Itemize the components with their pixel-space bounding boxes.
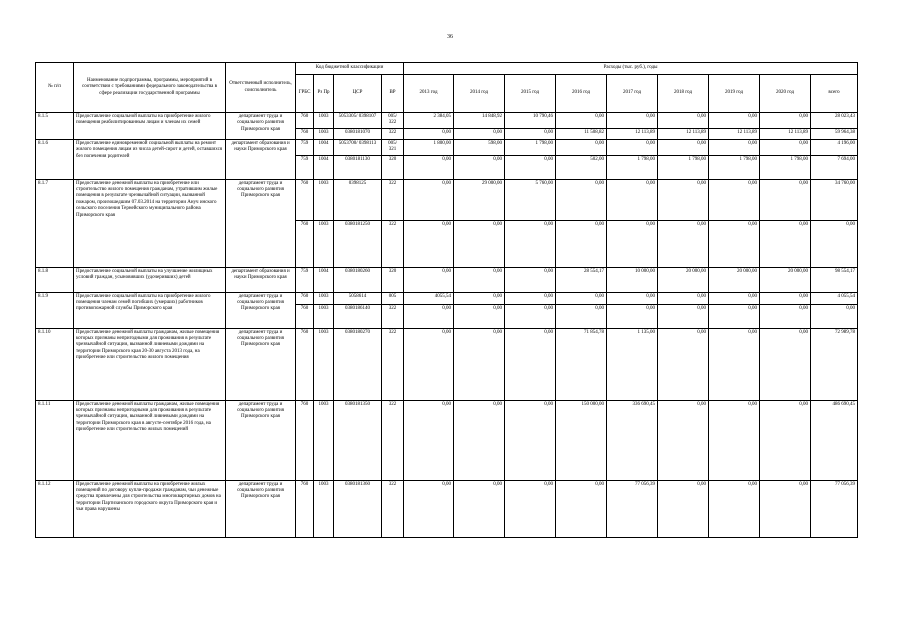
cell-year-2019: 0,00 [709, 139, 760, 155]
cell-csr: 0398125 [334, 179, 382, 220]
header-vr: ВР [382, 75, 404, 113]
row-number: 8.1.5 [36, 113, 74, 140]
cell-rzpr: 1003 [314, 304, 334, 328]
row-name: Предоставление денежной выплаты гражданам, жилые помещения которых признаны непригодными для проживания в результате чрезвычайной ситуации, вызванной ливневыми дождями на территории Приморского края 20-30 августа 2013 года, на приобретение или строительство жилого помещения [74, 328, 226, 400]
table-row [36, 113, 858, 129]
cell-year-2017: 0,00 [607, 113, 658, 129]
cell-year-2017: 0,00 [607, 220, 658, 267]
header-year-2018: 2018 год [658, 75, 709, 113]
cell-year-2018: 0,00 [658, 113, 709, 129]
row-number: 8.1.11 [36, 400, 74, 480]
cell-year-2013: 0,00 [404, 128, 454, 139]
row-number: 8.1.6 [36, 139, 74, 179]
cell-rzpr: 1003 [314, 220, 334, 267]
cell-year-2014: 598,00 [454, 139, 505, 155]
cell-rzpr: 1003 [314, 400, 334, 480]
cell-year-2016: 11 508,82 [556, 128, 607, 139]
cell-year-2018: 1 798,00 [658, 155, 709, 179]
cell-year-2015: 0,00 [505, 292, 556, 304]
row-name: Предоставление социальной выплаты на приобретение жилого помещения членам семей погибших (умерших) работников противопожарной службы Приморского края [74, 292, 226, 328]
cell-year-2013: 0,00 [404, 304, 454, 328]
cell-year-2020: 20 000,00 [760, 267, 811, 292]
cell-year-2013: 0,00 [404, 267, 454, 292]
cell-year-2018: 12 113,89 [658, 128, 709, 139]
cell-year-2014: 0,00 [454, 267, 505, 292]
table-row [36, 139, 858, 155]
row-number: 8.1.8 [36, 267, 74, 292]
cell-year-2015: 1 798,00 [505, 139, 556, 155]
cell-year-2020: 0,00 [760, 328, 811, 400]
cell-rzpr: 1004 [314, 267, 334, 292]
cell-year-2014: 0,00 [454, 220, 505, 267]
header-budget-code: Код бюджетной классификации [296, 63, 404, 75]
cell-year-2017: 1 135,00 [607, 328, 658, 400]
cell-year-2014: 0,00 [454, 328, 505, 400]
cell-year-2019: 12 113,89 [709, 128, 760, 139]
cell-year-2015: 0,00 [505, 220, 556, 267]
cell-grbs: 760 [296, 220, 314, 267]
cell-year-2016: 502,00 [556, 155, 607, 179]
cell-year-2015: 0,00 [505, 267, 556, 292]
cell-csr: 0380180260 [334, 267, 382, 292]
cell-year-2015: 10 790,46 [505, 113, 556, 129]
cell-year-2017: 12 113,89 [607, 128, 658, 139]
cell-year-2017: 0,00 [607, 179, 658, 220]
cell-year-2013: 4055,54 [404, 292, 454, 304]
cell-year-2016: 28 554,17 [556, 267, 607, 292]
expenses-table [35, 62, 858, 538]
row-executor: департамент труда и социального развития Приморского края [226, 292, 296, 328]
cell-year-2016: 0,00 [556, 304, 607, 328]
header-num: № п/п [36, 63, 74, 113]
row-name: Предоставление денежной выплаты на приобретение или строительство жилого помещения гражданам, утратившим жилые помещения в результате чрезвычайной ситуации, вызванной пожаром, произошедшим 07.03.2014 на территории Ануч инского сельского поселения Тернейского муниципального района Приморского края [74, 179, 226, 267]
cell-year-2019: 0,00 [709, 113, 760, 129]
cell-year-2019: 0,00 [709, 328, 760, 400]
cell-grbs: 760 [296, 328, 314, 400]
cell-year-2018: 0,00 [658, 139, 709, 155]
cell-year-2016: 0,00 [556, 139, 607, 155]
table-row [36, 179, 858, 220]
cell-year-2019: 0,00 [709, 480, 760, 537]
cell-year-2017: 0,00 [607, 292, 658, 304]
cell-vr: 322 [382, 304, 404, 328]
cell-vr: 322 [382, 400, 404, 480]
cell-year-2015: 5 760,00 [505, 179, 556, 220]
cell-rzpr: 1003 [314, 328, 334, 400]
header-year-2015: 2015 год [505, 75, 556, 113]
row-name: Предоставление социальной выплаты на приобретение жилого помещения реабилитированным лицам и членам их семей [74, 113, 226, 140]
cell-year-2020: 0,00 [760, 400, 811, 480]
cell-year-2013: 1 800,00 [404, 139, 454, 155]
cell-year-2013: 0,00 [404, 328, 454, 400]
cell-year-2020: 1 798,00 [760, 155, 811, 179]
cell-year-2018: 0,00 [658, 292, 709, 304]
page-number: 36 [447, 34, 453, 40]
cell-year-2016: 0,00 [556, 179, 607, 220]
cell-year-2019: 0,00 [709, 400, 760, 480]
cell-year-2020: 12 113,89 [760, 128, 811, 139]
cell-year-2017: 0,00 [607, 139, 658, 155]
row-executor: департамент труда и социального развития Приморского края [226, 480, 296, 537]
cell-year-2018: 0,00 [658, 328, 709, 400]
cell-year-2019: 0,00 [709, 220, 760, 267]
table-row [36, 328, 858, 400]
row-number: 8.1.9 [36, 292, 74, 328]
cell-year-2015: 0,00 [505, 304, 556, 328]
cell-vr: 322 [382, 480, 404, 537]
cell-csr: 0380186140 [334, 304, 382, 328]
cell-year-2018: 0,00 [658, 179, 709, 220]
header-csr: ЦСР [334, 75, 382, 113]
table-row [36, 400, 858, 480]
cell-csr: 0380181130 [334, 155, 382, 179]
cell-total: 4 196,00 [811, 139, 858, 155]
cell-year-2014: 0,00 [454, 128, 505, 139]
cell-year-2018: 0,00 [658, 220, 709, 267]
cell-year-2013: 2 384,05 [404, 113, 454, 129]
cell-year-2013: 0,00 [404, 155, 454, 179]
cell-grbs: 760 [296, 128, 314, 139]
table-row [36, 292, 858, 304]
cell-total: 7 694,00 [811, 155, 858, 179]
cell-year-2013: 0,00 [404, 400, 454, 480]
row-number: 8.1.7 [36, 179, 74, 267]
cell-year-2016: 71 854,78 [556, 328, 607, 400]
cell-year-2020: 0,00 [760, 139, 811, 155]
cell-grbs: 760 [296, 400, 314, 480]
cell-year-2014: 0,00 [454, 292, 505, 304]
cell-year-2020: 0,00 [760, 179, 811, 220]
cell-vr: 005 [382, 292, 404, 304]
cell-vr: 005/ 322 [382, 113, 404, 129]
cell-year-2015: 0,00 [505, 328, 556, 400]
cell-rzpr: 1003 [314, 292, 334, 304]
cell-year-2013: 0,00 [404, 220, 454, 267]
cell-csr: 0380181350 [334, 400, 382, 480]
cell-total: 77 056,39 [811, 480, 858, 537]
cell-year-2016: 0,00 [556, 292, 607, 304]
cell-csr: 0380181360 [334, 480, 382, 537]
cell-year-2015: 0,00 [505, 480, 556, 537]
cell-year-2017: 0,00 [607, 304, 658, 328]
cell-rzpr: 1003 [314, 113, 334, 129]
cell-total: 486 690,45 [811, 400, 858, 480]
row-executor: департамент труда и социального развития Приморского края [226, 328, 296, 400]
cell-year-2016: 0,00 [556, 220, 607, 267]
cell-total: 4 055,54 [811, 292, 858, 304]
cell-csr: 0380180270 [334, 328, 382, 400]
cell-total: 34 760,00 [811, 179, 858, 220]
cell-grbs: 760 [296, 179, 314, 220]
cell-year-2019: 0,00 [709, 179, 760, 220]
cell-vr: 320 [382, 267, 404, 292]
cell-year-2015: 0,00 [505, 155, 556, 179]
cell-vr: 005/ 321 [382, 139, 404, 155]
cell-year-2019: 1 798,00 [709, 155, 760, 179]
cell-year-2017: 77 056,39 [607, 480, 658, 537]
header-expenses: Расходы (тыс. руб.), годы [404, 63, 858, 75]
cell-year-2018: 0,00 [658, 480, 709, 537]
cell-year-2020: 0,00 [760, 292, 811, 304]
cell-year-2018: 0,00 [658, 304, 709, 328]
cell-grbs: 759 [296, 155, 314, 179]
cell-year-2018: 20 000,00 [658, 267, 709, 292]
cell-grbs: 760 [296, 113, 314, 129]
cell-year-2020: 0,00 [760, 113, 811, 129]
row-executor: департамент труда и социального развития Приморского края [226, 400, 296, 480]
table-row [36, 267, 858, 292]
cell-grbs: 760 [296, 304, 314, 328]
row-number: 8.1.12 [36, 480, 74, 537]
header-executor: Ответственный исполнитель, соисполнитель [226, 63, 296, 113]
cell-year-2019: 0,00 [709, 292, 760, 304]
row-executor: департамент образования и науки Приморского края [226, 139, 296, 179]
row-executor: департамент труда и социального развития Приморского края [226, 113, 296, 140]
cell-year-2014: 0,00 [454, 400, 505, 480]
cell-total: 59 964,38 [811, 128, 858, 139]
row-executor: департамент образования и науки Приморского края [226, 267, 296, 292]
cell-year-2019: 0,00 [709, 304, 760, 328]
cell-year-2014: 0,00 [454, 304, 505, 328]
cell-grbs: 759 [296, 139, 314, 155]
cell-csr: 5053700/ 0398113 [334, 139, 382, 155]
cell-year-2017: 336 690,45 [607, 400, 658, 480]
row-name: Предоставление единовременной социальной выплаты на ремонт жилого помещения лицам из числа детей-сирот и детей, оставшихся без попечения родителей [74, 139, 226, 179]
header-year-2017: 2017 год [607, 75, 658, 113]
cell-csr: 0380181250 [334, 220, 382, 267]
cell-year-2016: 0,00 [556, 113, 607, 129]
cell-vr: 322 [382, 179, 404, 220]
cell-year-2017: 10 000,00 [607, 267, 658, 292]
cell-total: 0,00 [811, 304, 858, 328]
cell-year-2014: 0,00 [454, 155, 505, 179]
cell-year-2014: 29 000,00 [454, 179, 505, 220]
cell-vr: 320 [382, 155, 404, 179]
row-name: Предоставление денежной выплаты гражданам, жилые помещения которых признаны непригодными для проживания в результате чрезвычайной ситуации, вызванной ливневыми дождями на территории Приморского края в августе-сентябре 2016 года, на приобретение или строительство жилых помещений [74, 400, 226, 480]
cell-csr: 5053305/ 0398107 [334, 113, 382, 129]
table-row [36, 480, 858, 537]
cell-year-2020: 0,00 [760, 304, 811, 328]
table-body [36, 113, 858, 538]
cell-rzpr: 1004 [314, 139, 334, 155]
cell-year-2016: 150 000,00 [556, 400, 607, 480]
cell-year-2015: 0,00 [505, 400, 556, 480]
cell-year-2014: 14 848,92 [454, 113, 505, 129]
cell-total: 98 554,17 [811, 267, 858, 292]
row-number: 8.1.10 [36, 328, 74, 400]
cell-grbs: 760 [296, 480, 314, 537]
cell-year-2020: 0,00 [760, 220, 811, 267]
header-total: всего [811, 75, 858, 113]
header-rzpr: Рз Пр [314, 75, 334, 113]
cell-rzpr: 1004 [314, 155, 334, 179]
header-grbs: ГРБС [296, 75, 314, 113]
cell-rzpr: 1003 [314, 128, 334, 139]
row-name: Предоставление денежной выплаты на приобретение жилых помещений по договору купли-продажи гражданам, чьи денежные средства привлечены для строительства многоквартирных домов на территории Партизанского городского округа Приморского края и чьи права нарушены [74, 480, 226, 537]
row-executor: департамент труда и социального развития Приморского края [226, 179, 296, 267]
cell-total: 72 989,78 [811, 328, 858, 400]
cell-rzpr: 1003 [314, 179, 334, 220]
cell-year-2018: 0,00 [658, 400, 709, 480]
header-year-2014: 2014 год [454, 75, 505, 113]
cell-csr: 5058614 [334, 292, 382, 304]
cell-year-2016: 0,00 [556, 480, 607, 537]
row-name: Предоставление социальной выплаты на улучшение жилищных условий граждан, усыновивших (удочеривших) детей [74, 267, 226, 292]
cell-vr: 322 [382, 328, 404, 400]
cell-year-2017: 1 798,00 [607, 155, 658, 179]
cell-year-2015: 0,00 [505, 128, 556, 139]
header-year-2019: 2019 год [709, 75, 760, 113]
cell-year-2014: 0,00 [454, 480, 505, 537]
header-year-2016: 2016 год [556, 75, 607, 113]
header-year-2020: 2020 год [760, 75, 811, 113]
cell-year-2013: 0,00 [404, 179, 454, 220]
cell-vr: 322 [382, 128, 404, 139]
cell-year-2020: 0,00 [760, 480, 811, 537]
cell-total: 0,00 [811, 220, 858, 267]
cell-year-2019: 20 000,00 [709, 267, 760, 292]
cell-vr: 322 [382, 220, 404, 267]
cell-csr: 0380181070 [334, 128, 382, 139]
cell-year-2013: 0,00 [404, 480, 454, 537]
cell-total: 28 023,43 [811, 113, 858, 129]
cell-grbs: 759 [296, 267, 314, 292]
header-name: Наименование подпрограммы, программы, мероприятий в соответствии с требованиями федерального законодательства в сфере реализации государственной программы [74, 63, 226, 113]
header-year-2013: 2013 год [404, 75, 454, 113]
cell-grbs: 760 [296, 292, 314, 304]
cell-rzpr: 1003 [314, 480, 334, 537]
